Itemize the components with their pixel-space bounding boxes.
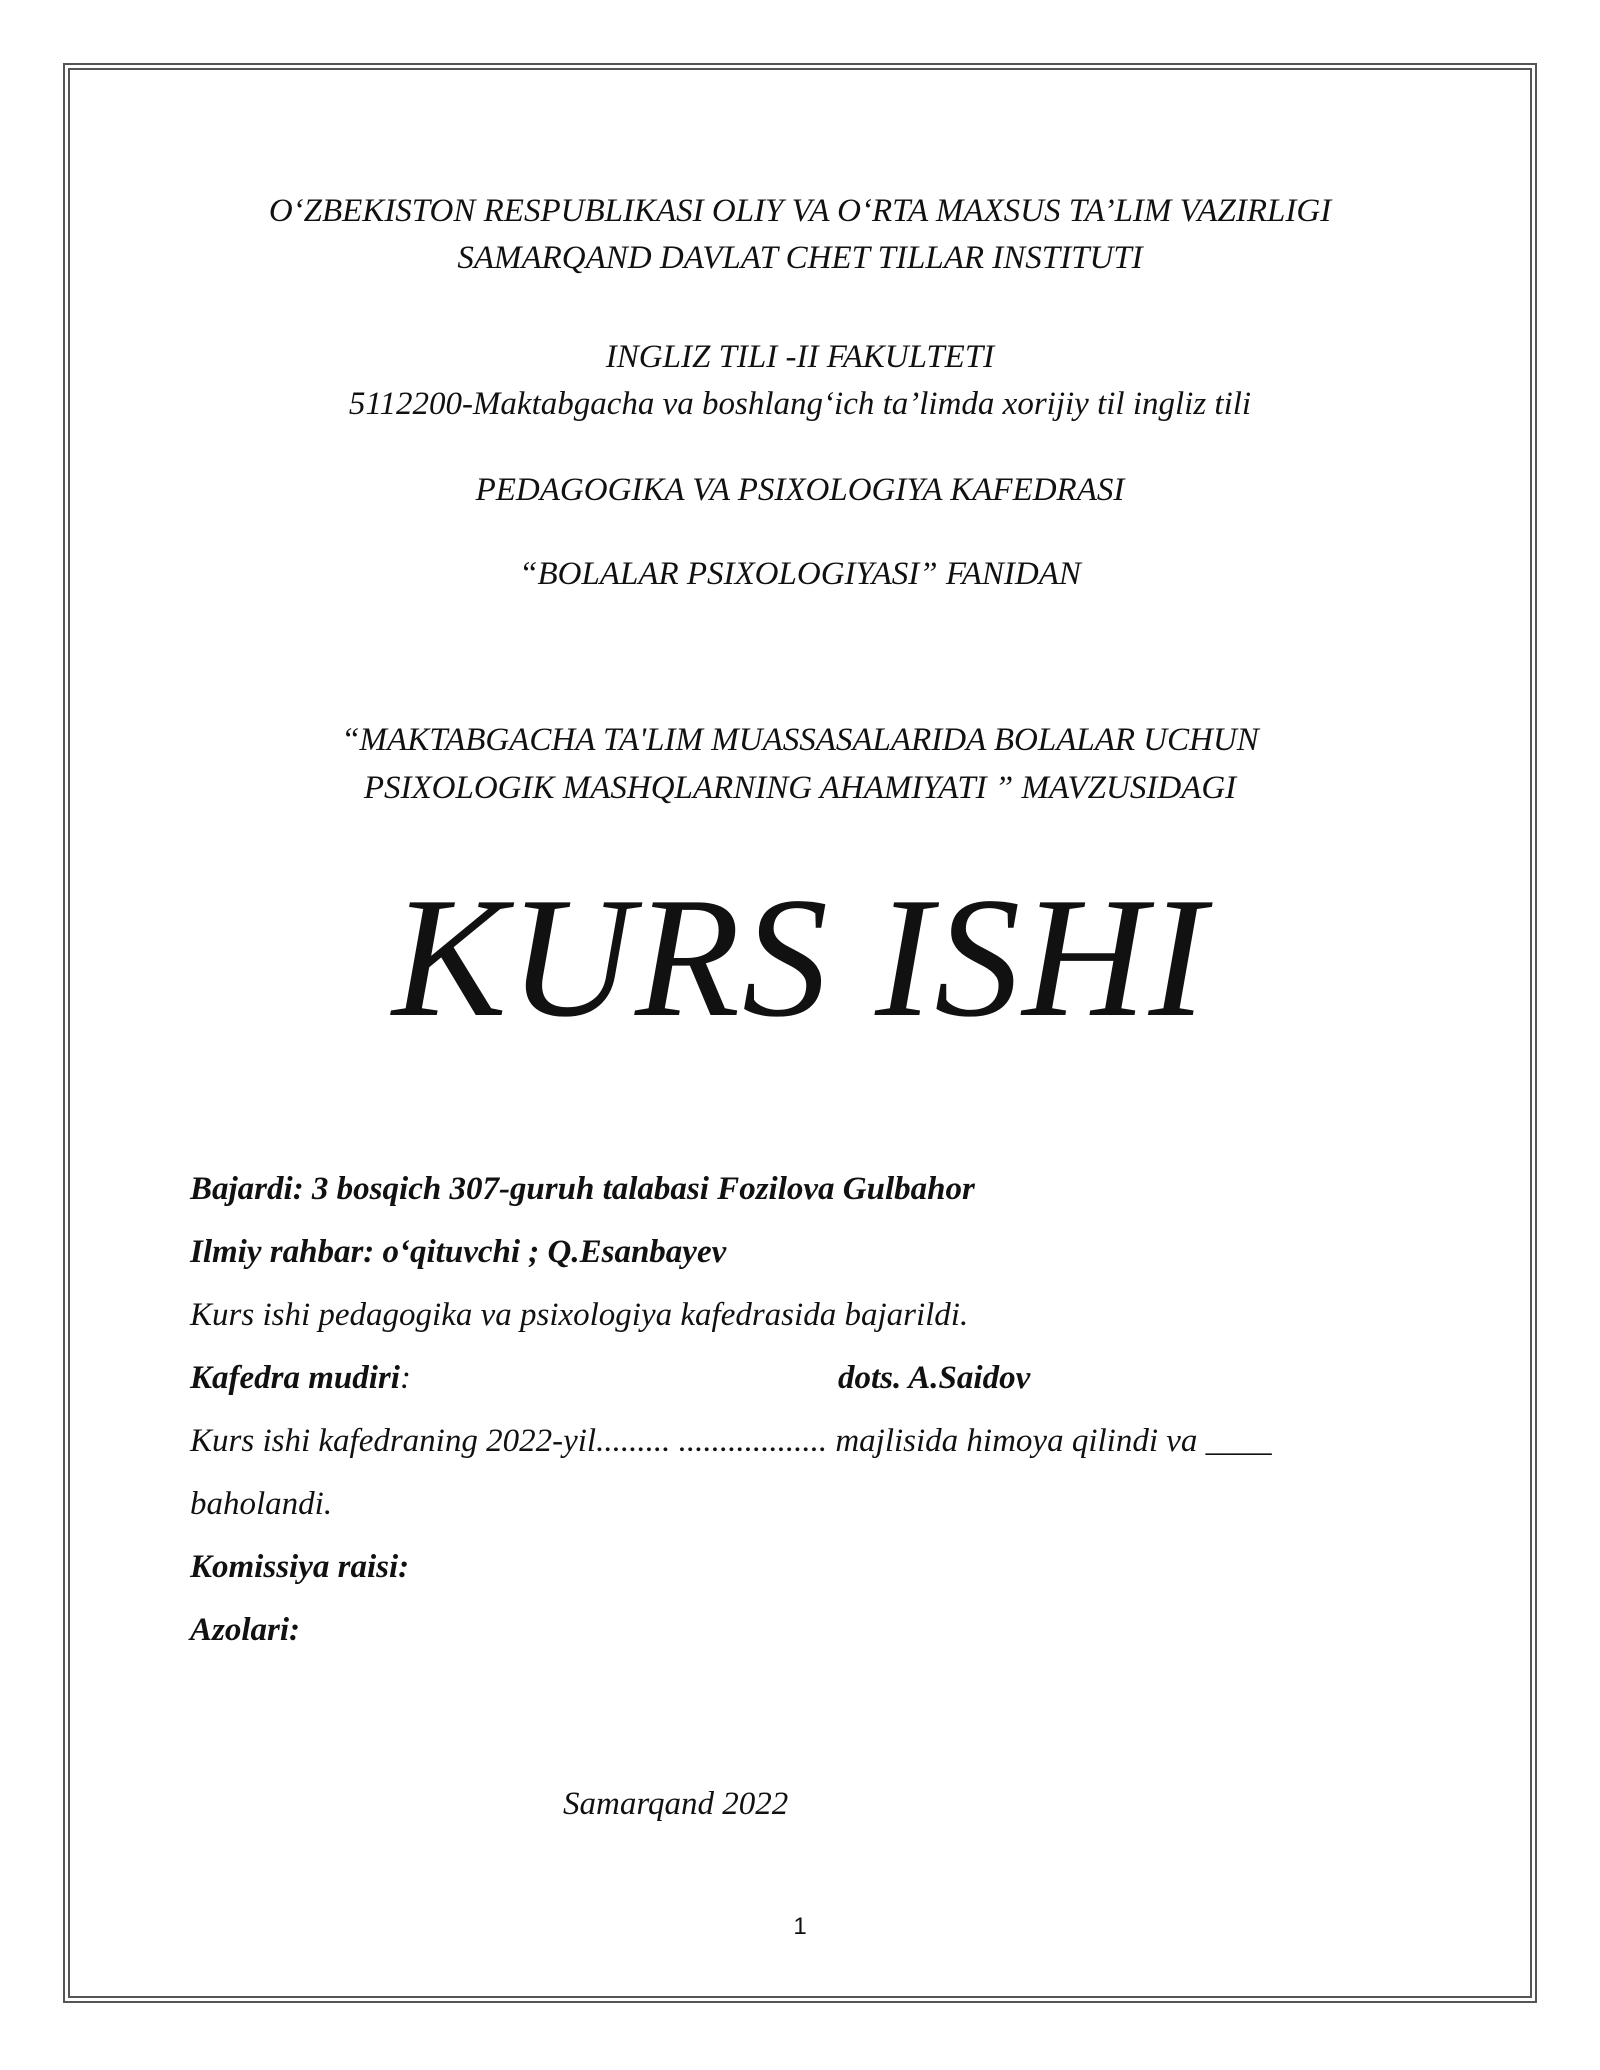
topic-line-1: “MAKTABGACHA TA'LIM MUASSASALARIDA BOLALAR UCHUN [341,722,1259,758]
faculty-title: INGLIZ TILI -II FAKULTETI [605,339,995,375]
program-title: 5112200-Maktabgacha va boshlang‘ich ta’limda xorijiy til ingliz tili [348,386,1252,422]
city-year: Samarqand 2022 [563,1786,789,1822]
ministry-title: O‘ZBEKISTON RESPUBLIKASI OLIY VA O‘RTA MAXSUS TA’LIM VAZIRLIGI [268,193,1332,229]
head-of-department-label [190,1356,411,1400]
document-title: KURS ISHI [392,863,1208,1053]
defense-line-2: baholandi. [190,1486,333,1522]
page-number: 1 [793,1913,807,1940]
subject-title: “BOLALAR PSIXOLOGIYASI” FANIDAN [519,556,1081,592]
members-line: Azolari: [190,1612,301,1648]
head-label-text: Kafedra mudiri [190,1360,400,1396]
commission-chair-line: Komissiya raisi: [190,1549,410,1585]
head-label-colon: : [399,1360,411,1396]
head-of-department-name: dots. A.Saidov [838,1360,1031,1396]
institute-title: SAMARQAND DAVLAT CHET TILLAR INSTITUTI [457,240,1143,276]
defense-line-1: Kurs ishi kafedraning 2022-yil......... .................. majlisida himoya qilindi va ____ [190,1423,1272,1459]
department-title: PEDAGOGIKA VA PSIXOLOGIYA KAFEDRASI [475,472,1125,508]
performed-by-line: Bajardi: 3 bosqich 307-guruh talabasi Fozilova Gulbahor [190,1171,975,1207]
supervisor-line: Ilmiy rahbar: o‘qituvchi ; Q.Esanbayev [190,1234,727,1270]
completed-note-line: Kurs ishi pedagogika va psixologiya kafedrasida bajarildi. [190,1297,969,1333]
topic-line-2: PSIXOLOGIK MASHQLARNING AHAMIYATI ” MAVZUSIDAGI [363,770,1237,806]
